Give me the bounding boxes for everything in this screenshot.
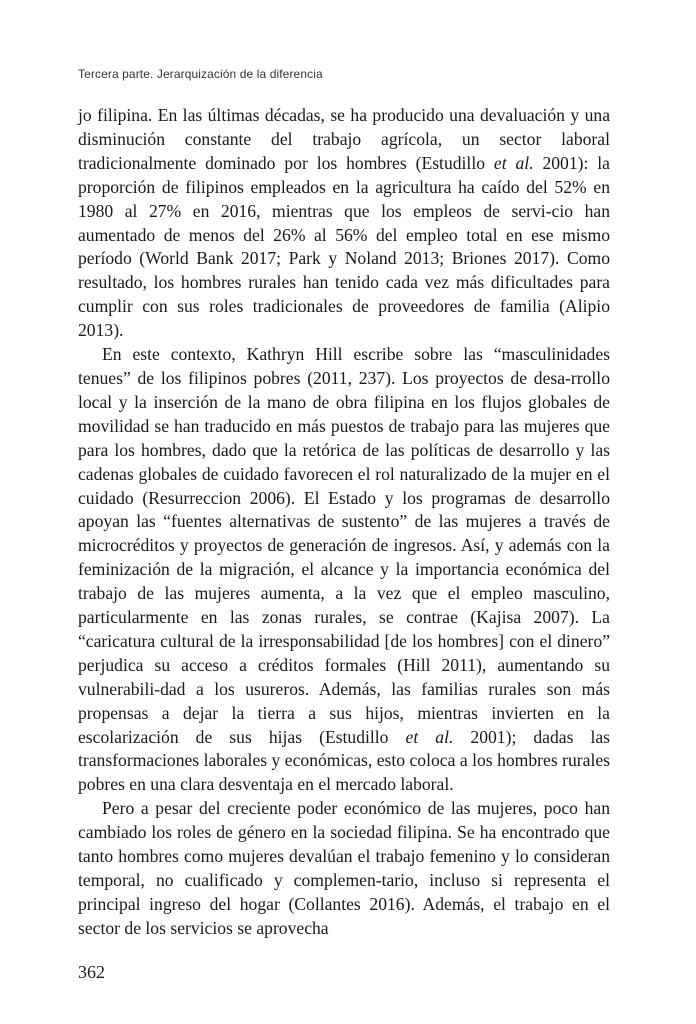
page-number: 362 (78, 962, 105, 982)
text-run: En este contexto, Kathryn Hill escribe sobre las “masculinidades tenues” de los filipinos pobres (2011, 237). Los proyectos de desa-rrollo local y la inserción de la mano de obra filipina en los flujos globales de movilidad se han traducido en más puestos de trabajo para las mujeres que para los hombres, dado que la retórica de las políticas de desarrollo y las cadenas globales de cuidado favorecen el rol naturalizado de la mujer en el cuidado (Resurreccion 2006). El Estado y los programas de desarrollo apoyan las “fuentes alternativas de sustento” de las mujeres a través de microcréditos y proyectos de generación de ingresos. Así, y además con la feminización de la migración, el alcance y la importancia económica del trabajo de las mujeres aumenta, a la vez que el empleo masculino, particularmente en las zonas rurales, se contrae (Kajisa 2007). La “caricatura cultural de la irresponsabilidad [de los hombres] con el dinero” perjudica su acceso a créditos formales (Hill 2011), aumentando su vulnerabili-dad a los usureros. Además, las familias rurales son más propensas a dejar la tierra a sus hijos, mientras invierten en la escolarización de sus hijas (Estudillo (78, 344, 610, 747)
citation-italic: et al. (405, 726, 454, 747)
text-run: 2001): la proporción de filipinos empleados en la agricultura ha caído del 52% en 1980 al 27% en 2016, mientras que los empleos de servi-cio han aumentado de menos del 26% al 56% del empleo total en ese mismo período (World Bank 2017; Park y Noland 2013; Briones 2017). Como resultado, los hombres rurales han tenido cada vez más dificultades para cumplir con sus roles tradicionales de proveedores de familia (Alipio 2013). (78, 152, 610, 341)
running-header: Tercera parte. Jerarquización de la diferencia (78, 67, 323, 81)
body-text (78, 104, 610, 941)
text-run: 2001); dadas las transformaciones laborales y económicas, esto coloca a los hombres rurales pobres en una clara desventaja en el mercado laboral. (78, 726, 611, 795)
paragraph-2 (78, 343, 610, 797)
paragraph-1 (78, 104, 610, 343)
text-run: Pero a pesar del creciente poder económico de las mujeres, poco han cambiado los roles de género en la sociedad filipina. Se ha encontrado que tanto hombres como mujeres devalúan el trabajo femenino y lo consideran temporal, no cualificado y complemen-tario, incluso si representa el principal ingreso del hogar (Collantes 2016). Además, el trabajo en el sector de los servicios se aprovecha (78, 798, 610, 938)
citation-italic: et al. (493, 152, 534, 173)
paragraph-3 (78, 797, 610, 940)
text-run: jo filipina. En las últimas décadas, se ha producido una devaluación y una disminución constante del trabajo agrícola, un sector laboral tradicionalmente dominado por los hombres (Estudillo (78, 105, 610, 173)
